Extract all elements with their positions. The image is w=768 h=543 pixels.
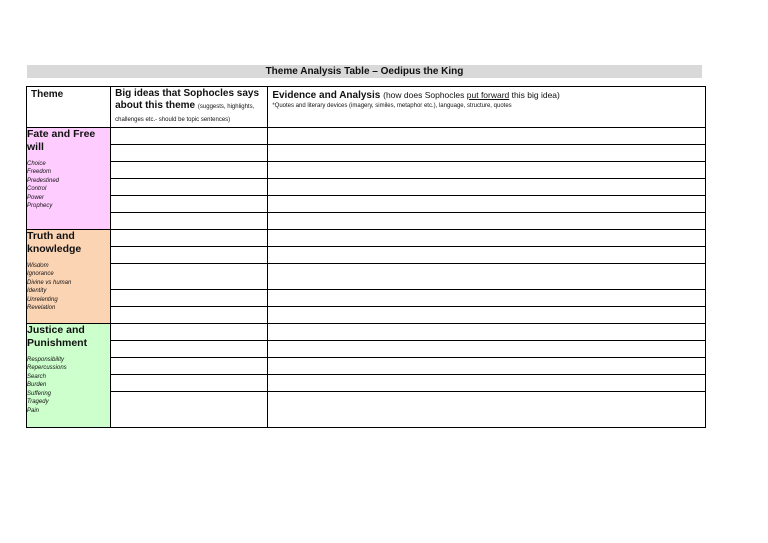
table-row (27, 357, 706, 374)
table-row (27, 229, 706, 246)
subtheme: Burden (27, 382, 47, 389)
evidence-cell[interactable] (268, 212, 706, 229)
big-idea-cell[interactable] (111, 289, 268, 306)
subtheme: Tragedy (27, 399, 49, 406)
header-evidence (268, 87, 706, 128)
header-theme-label: Theme (31, 89, 64, 100)
theme-cell-justice (27, 323, 111, 427)
evidence-cell[interactable] (268, 340, 706, 357)
table-row (27, 391, 706, 427)
big-idea-cell[interactable] (111, 323, 268, 340)
big-idea-cell[interactable] (111, 306, 268, 323)
header-evidence-note: *Quotes and literary devices (imagery, similes, metaphor etc.), language, structure, quotes (272, 103, 512, 109)
subtheme: Responsibility (27, 356, 65, 363)
big-idea-cell[interactable] (111, 357, 268, 374)
header-evidence-post: this big idea) (509, 90, 560, 100)
big-idea-cell[interactable] (111, 263, 268, 289)
table-row (27, 323, 706, 340)
big-idea-cell[interactable] (111, 391, 268, 427)
subtheme: Divine vs human (27, 279, 72, 286)
evidence-cell[interactable] (268, 263, 706, 289)
big-idea-cell[interactable] (111, 246, 268, 263)
header-evidence-label: Evidence and Analysis (272, 90, 381, 101)
theme-name: Fate and Free will (27, 127, 96, 153)
header-big-ideas (111, 87, 268, 128)
theme-cell-fate (27, 127, 111, 229)
evidence-cell[interactable] (268, 127, 706, 144)
theme-name: Truth and knowledge (27, 229, 82, 255)
evidence-cell[interactable] (268, 246, 706, 263)
evidence-cell[interactable] (268, 161, 706, 178)
table-row (27, 178, 706, 195)
theme-cell-truth (27, 229, 111, 323)
header-big-ideas-label: Big ideas that Sophocles says about this theme (115, 88, 260, 111)
theme-name: Justice and Punishment (27, 323, 88, 349)
big-idea-cell[interactable] (111, 178, 268, 195)
subtheme: Search (27, 373, 47, 380)
header-big-ideas-note: (suggests, highlights, challenges etc.- should be topic sentences) (115, 103, 255, 123)
page-title: Theme Analysis Table – Oedipus the King (27, 65, 702, 78)
big-idea-cell[interactable] (111, 161, 268, 178)
subtheme: Unrelenting (27, 296, 58, 303)
subtheme: Suffering (27, 390, 52, 397)
subtheme: Prophecy (27, 203, 53, 210)
evidence-cell[interactable] (268, 195, 706, 212)
table-row (27, 195, 706, 212)
subtheme: Pain (27, 408, 40, 415)
evidence-cell[interactable] (268, 229, 706, 246)
header-evidence-underline: put forward (466, 90, 510, 100)
evidence-cell[interactable] (268, 144, 706, 161)
table-row (27, 289, 706, 306)
evidence-cell[interactable] (268, 374, 706, 391)
evidence-cell[interactable] (268, 391, 706, 427)
table-row (27, 374, 706, 391)
evidence-cell[interactable] (268, 289, 706, 306)
big-idea-cell[interactable] (111, 195, 268, 212)
table-row (27, 144, 706, 161)
theme-analysis-table (26, 86, 706, 428)
table-row (27, 161, 706, 178)
evidence-cell[interactable] (268, 323, 706, 340)
big-idea-cell[interactable] (111, 374, 268, 391)
table-row (27, 340, 706, 357)
header-evidence-pre: (how does Sophocles (383, 90, 467, 100)
subtheme: Ignorance (27, 271, 54, 278)
subtheme: Power (27, 194, 45, 201)
table-row (27, 246, 706, 263)
subtheme: Wisdom (27, 262, 49, 269)
evidence-cell[interactable] (268, 306, 706, 323)
subtheme: Identity (27, 288, 47, 295)
subtheme: Choice (27, 160, 46, 167)
subtheme: Control (27, 186, 47, 193)
table-row (27, 127, 706, 144)
big-idea-cell[interactable] (111, 144, 268, 161)
table-row (27, 263, 706, 289)
big-idea-cell[interactable] (111, 340, 268, 357)
big-idea-cell[interactable] (111, 212, 268, 229)
subtheme: Revelation (27, 305, 56, 312)
header-theme (27, 87, 111, 128)
subtheme: Predestined (27, 177, 60, 184)
evidence-cell[interactable] (268, 178, 706, 195)
table-row (27, 306, 706, 323)
header-row (27, 87, 706, 128)
table-row (27, 212, 706, 229)
subtheme: Repercussions (27, 365, 67, 372)
subtheme: Freedom (27, 169, 52, 176)
evidence-cell[interactable] (268, 357, 706, 374)
big-idea-cell[interactable] (111, 127, 268, 144)
big-idea-cell[interactable] (111, 229, 268, 246)
